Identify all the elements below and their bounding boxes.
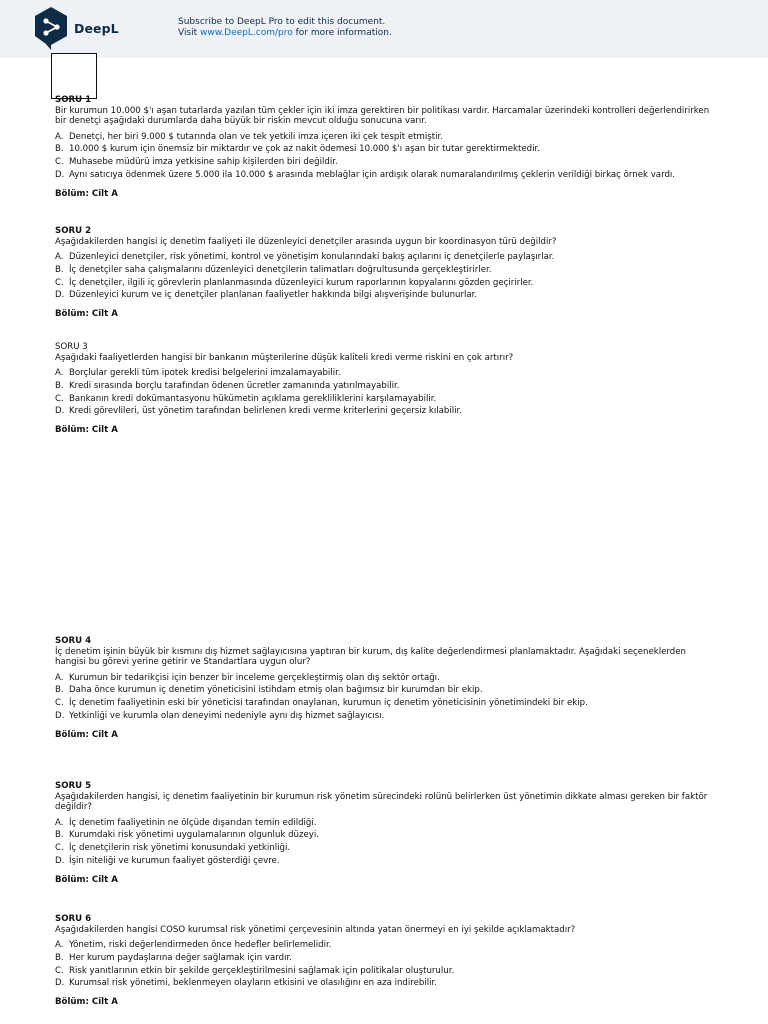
option-text: İç denetim faaliyetinin eski bir yöneticisi tarafından onaylanan, kurumun iç denetim yöneticisinin yönetimindeki bir ekip.: [69, 698, 588, 709]
option-letter: A.: [55, 817, 64, 828]
section-label: Bölüm: Cilt A: [55, 425, 118, 436]
option-b: [55, 143, 715, 156]
question-block-2: [55, 226, 715, 320]
option-c: [55, 393, 715, 406]
option-b: [55, 952, 715, 965]
option-b: [55, 264, 715, 277]
option-text: Risk yanıtlarının etkin bir şekilde gerçekleştirilmesini sağlamak için politikalar oluşturulur.: [69, 965, 455, 976]
option-text: Kredi görevlileri, üst yönetim tarafından belirlenen kredi verme kriterlerini geçersiz kılabilir.: [69, 406, 462, 417]
option-d: [55, 977, 715, 990]
option-b: [55, 684, 715, 697]
option-letter: B.: [55, 952, 64, 963]
option-text: Bankanın kredi dokümantasyonu hükümetin açıklama gerekliliklerini karşılamayabilir.: [69, 393, 437, 404]
option-text: Borçlular gerekli tüm ipotek kredisi belgelerini imzalamayabilir.: [69, 368, 341, 378]
question-number: SORU 2: [55, 226, 92, 236]
option-d: [55, 405, 715, 418]
option-letter: A.: [55, 368, 64, 378]
option-b: [55, 829, 715, 842]
question-stem: Bir kurumun 10.000 $'ı aşan tutarlarda yazılan tüm çekler için iki imza gerektiren bir politikası vardır. Harcamalar üzerindeki kontrolleri değerlendirirken bir denetçi aşağıdaki durumlarda daha büyük bir riskin mevcut olduğu sonucuna varır.: [55, 105, 710, 126]
option-text: Yönetim, riski değerlendirmeden önce hedefler belirlemelidir.: [69, 940, 332, 950]
option-c: [55, 697, 715, 710]
option-letter: D.: [55, 290, 65, 301]
option-c: [55, 842, 715, 855]
option-letter: B.: [55, 380, 64, 391]
question-block-1: [55, 95, 715, 199]
visit-line: [178, 28, 392, 39]
option-a: [55, 672, 715, 685]
option-text: Düzenleyici denetçiler, risk yönetimi, kontrol ve yönetişim konularındaki bakış açılarını iç denetçilerle paylaşırlar.: [69, 252, 555, 262]
option-d: [55, 169, 715, 182]
option-letter: D.: [55, 406, 65, 417]
question-stem: Aşağıdakilerden hangisi COSO kurumsal risk yönetimi çerçevesinin altında yatan önermeyi en iyi şekilde açıklamaktadır?: [55, 924, 576, 935]
option-letter: D.: [55, 978, 65, 989]
section-label: Bölüm: Cilt A: [55, 997, 118, 1008]
section-label: Bölüm: Cilt A: [55, 188, 118, 199]
question-number: SORU 6: [55, 914, 92, 924]
option-b: [55, 380, 715, 393]
option-letter: D.: [55, 169, 65, 180]
option-list: [55, 131, 715, 182]
question-stem: Aşağıdakilerden hangisi iç denetim faaliyeti ile düzenleyici denetçiler arasında uygun bir koordinasyon türü değildir?: [55, 236, 557, 247]
section-label: Bölüm: Cilt A: [55, 874, 118, 885]
subscribe-message: [178, 17, 392, 39]
question-block-5: [55, 781, 715, 885]
section-label: Bölüm: Cilt A: [55, 309, 118, 320]
option-list: [55, 367, 715, 418]
option-list: [55, 817, 715, 868]
section-label: Bölüm: Cilt A: [55, 729, 118, 740]
option-a: [55, 367, 715, 380]
visit-prefix: Visit: [178, 28, 201, 38]
option-letter: C.: [55, 277, 64, 288]
option-c: [55, 965, 715, 978]
option-letter: A.: [55, 940, 64, 950]
option-letter: C.: [55, 843, 64, 854]
option-text: İç denetim faaliyetinin ne ölçüde dışarıdan temin edildiği.: [69, 817, 317, 828]
question-block-6: [55, 914, 715, 1008]
option-text: İç denetçiler saha çalışmalarını düzenleyici denetçilerin talimatları doğrultusunda gerçekleştirirler.: [69, 264, 492, 275]
option-letter: B.: [55, 264, 64, 275]
option-letter: A.: [55, 131, 64, 142]
deepl-logo-icon: [33, 6, 69, 50]
option-a: [55, 817, 715, 830]
option-list: [55, 251, 715, 302]
option-c: [55, 277, 715, 290]
option-letter: A.: [55, 252, 64, 262]
option-letter: B.: [55, 144, 64, 155]
option-a: [55, 939, 715, 952]
option-text: Daha önce kurumun iç denetim yöneticisini istihdam etmiş olan bağımsız bir kurumdan bir ekip.: [69, 685, 483, 696]
question-block-4: [55, 636, 715, 740]
question-stem: Aşağıdaki faaliyetlerden hangisi bir bankanın müşterilerine düşük kaliteli kredi verme riskini en çok artırır?: [55, 352, 514, 363]
option-d: [55, 710, 715, 723]
option-letter: C.: [55, 698, 64, 709]
option-letter: B.: [55, 830, 64, 841]
deepl-pro-link[interactable]: www.DeepL.com/pro: [200, 28, 293, 38]
question-block-3: [55, 342, 715, 436]
option-letter: C.: [55, 157, 64, 168]
deepl-brand-name: DeepL: [74, 20, 119, 36]
option-d: [55, 289, 715, 302]
option-letter: C.: [55, 965, 64, 976]
option-text: 10.000 $ kurum için önemsiz bir miktardır ve çok az nakit ödemesi 10.000 $'ı aşan bir tutar gerektirmektedir.: [69, 144, 540, 155]
image-placeholder-box: [51, 53, 97, 99]
option-letter: C.: [55, 393, 64, 404]
option-text: İşin niteliği ve kurumun faaliyet gösterdiği çevre.: [69, 855, 280, 866]
option-letter: B.: [55, 685, 64, 696]
option-list: [55, 672, 715, 723]
option-list: [55, 939, 715, 990]
question-number: SORU 1: [55, 95, 92, 105]
question-number: SORU 4: [55, 636, 92, 646]
option-text: İç denetçiler, ilgili iç görevlerin planlanmasında düzenleyici kurum raporlarının kopyalarını gözden geçirirler.: [69, 277, 534, 288]
option-letter: D.: [55, 855, 65, 866]
option-text: Denetçi, her biri 9.000 $ tutarında olan ve tek yetkili imza içeren iki çek tespit etmiştir.: [69, 131, 443, 142]
question-stem: Aşağıdakilerden hangisi, iç denetim faaliyetinin bir kurumun risk yönetim sürecindeki rolünü belirlerken üst yönetimin dikkate alması gereken bir faktör değildir?: [55, 791, 708, 812]
option-a: [55, 251, 715, 264]
option-text: Her kurum paydaşlarına değer sağlamak için vardır.: [69, 952, 292, 963]
option-text: Muhasebe müdürü imza yetkisine sahip kişilerden biri değildir.: [69, 157, 338, 168]
option-text: Kredi sırasında borçlu tarafından ödenen ücretler zamanında yatırılmayabilir.: [69, 380, 400, 391]
visit-suffix: for more information.: [292, 28, 392, 38]
option-text: Aynı satıcıya ödenmek üzere 5.000 ila 10.000 $ arasında meblağlar için ardışık olarak numaralandırılmış çeklerin verildiği birkaç örnek vardı.: [69, 169, 676, 180]
subscribe-line: Subscribe to DeepL Pro to edit this document.: [178, 17, 386, 27]
option-letter: A.: [55, 672, 64, 683]
option-a: [55, 131, 715, 144]
option-d: [55, 855, 715, 868]
option-text: Kurumsal risk yönetimi, beklenmeyen olayların etkisini ve olasılığını en aza indirebilir.: [69, 978, 437, 989]
deepl-logo[interactable]: [33, 6, 119, 50]
option-text: Kurumdaki risk yönetimi uygulamalarının olgunluk düzeyi.: [69, 830, 320, 841]
option-letter: D.: [55, 710, 65, 721]
question-stem: İç denetim işinin büyük bir kısmını dış hizmet sağlayıcısına yaptıran bir kurum, dış kalite değerlendirmesi planlamaktadır. Aşağıdaki seçeneklerden hangisi bu görevi yerine getirir ve Standartlara uygun olur?: [55, 646, 686, 667]
option-text: İç denetçilerin risk yönetimi konusundaki yetkinliği.: [69, 843, 291, 854]
question-number: SORU 5: [55, 781, 92, 791]
question-number: SORU 3: [55, 342, 88, 352]
option-text: Kurumun bir tedarikçisi için benzer bir inceleme gerçekleştirmiş olan dış sektör ortağı.: [69, 672, 440, 683]
option-text: Yetkinliği ve kurumla olan deneyimi nedeniyle aynı dış hizmet sağlayıcısı.: [69, 710, 385, 721]
deepl-banner: [0, 0, 768, 58]
option-c: [55, 156, 715, 169]
option-text: Düzenleyici kurum ve iç denetçiler planlanan faaliyetler hakkında bilgi alışverişinde bulunurlar.: [69, 290, 478, 301]
